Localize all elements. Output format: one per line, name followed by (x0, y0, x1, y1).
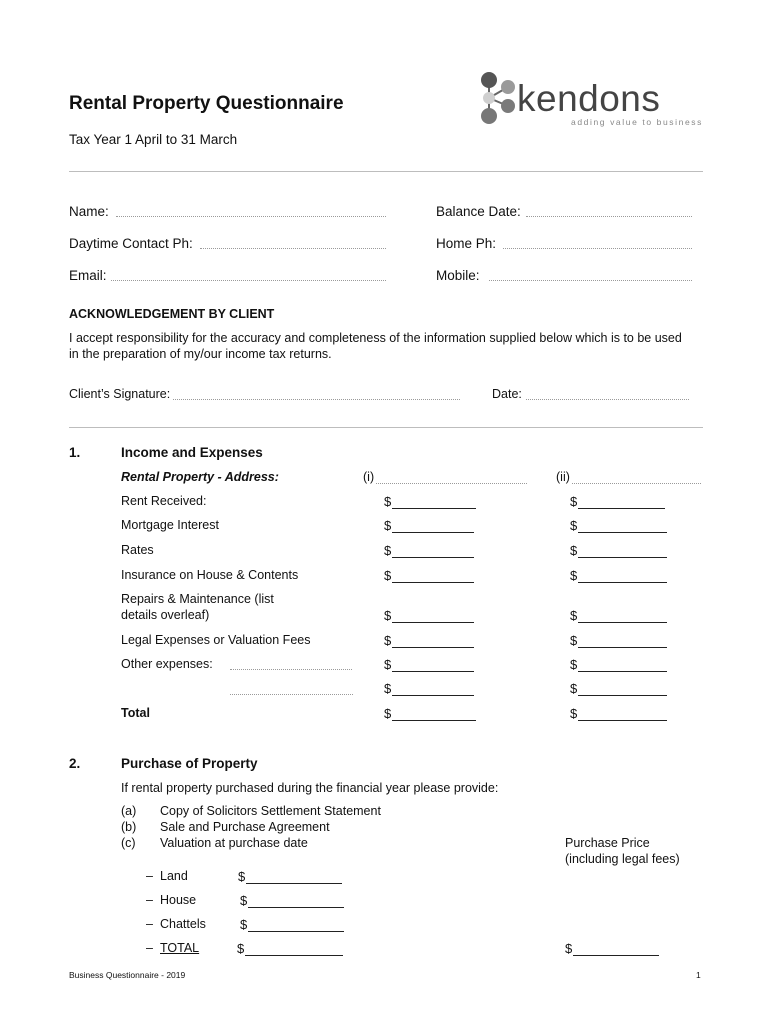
currency-symbol: $ (384, 706, 392, 721)
legal-ii-field[interactable] (578, 647, 667, 648)
currency-symbol: $ (384, 657, 392, 672)
rent-i-field[interactable] (392, 508, 476, 509)
page-title: Rental Property Questionnaire (69, 93, 344, 114)
currency-symbol: $ (565, 941, 573, 956)
currency-symbol: $ (240, 917, 248, 932)
address-i-field[interactable] (376, 483, 527, 484)
chattels-label: Chattels (160, 917, 206, 931)
daytime-ph-field[interactable] (200, 248, 386, 249)
chattels-field[interactable] (248, 931, 344, 932)
section-2-heading: Purchase of Property (121, 756, 258, 771)
insurance-i-field[interactable] (392, 582, 474, 583)
total-ii-field[interactable] (578, 720, 667, 721)
dash: – (146, 941, 153, 955)
acknowledgement-divider (69, 427, 703, 428)
other-1-i-field[interactable] (392, 671, 474, 672)
house-label: House (160, 893, 197, 907)
legal-expenses-label: Legal Expenses or Valuation Fees (121, 633, 311, 647)
home-ph-label: Home Ph: (436, 236, 497, 251)
list-marker: (c) (121, 836, 136, 850)
purchase-total-label: TOTAL (160, 941, 200, 955)
currency-symbol: $ (240, 893, 248, 908)
logo-wordmark: kendons (517, 78, 661, 119)
repairs-i-field[interactable] (392, 622, 474, 623)
rates-ii-field[interactable] (578, 557, 667, 558)
currency-symbol: $ (570, 568, 578, 583)
currency-symbol: $ (384, 543, 392, 558)
rent-received-label: Rent Received: (121, 494, 207, 508)
dash: – (146, 893, 153, 907)
balance-date-label: Balance Date: (436, 204, 521, 219)
address-col-ii-label: (ii) (556, 470, 570, 484)
mobile-label: Mobile: (436, 268, 480, 283)
address-col-i-label: (i) (363, 470, 375, 484)
acknowledgement-text-line2: in the preparation of my/our income tax returns. (69, 347, 332, 361)
list-item-text: Valuation at purchase date (160, 836, 308, 850)
currency-symbol: $ (237, 941, 245, 956)
land-field[interactable] (246, 883, 342, 884)
land-label: Land (160, 869, 188, 883)
currency-symbol: $ (570, 518, 578, 533)
name-field[interactable] (116, 216, 386, 217)
purchase-intro: If rental property purchased during the financial year please provide: (121, 781, 499, 795)
currency-symbol: $ (384, 568, 392, 583)
currency-symbol: $ (570, 681, 578, 696)
address-ii-field[interactable] (572, 483, 701, 484)
list-marker: (b) (121, 820, 137, 834)
mobile-field[interactable] (489, 280, 692, 281)
other-expense-2-description[interactable] (230, 694, 353, 695)
other-1-ii-field[interactable] (578, 671, 667, 672)
currency-symbol: $ (384, 608, 392, 623)
rates-i-field[interactable] (392, 557, 474, 558)
other-2-ii-field[interactable] (578, 695, 667, 696)
tax-year-subtitle: Tax Year 1 April to 31 March (69, 132, 238, 147)
section-2-number: 2. (69, 756, 81, 771)
email-label: Email: (69, 268, 107, 283)
mortgage-i-field[interactable] (392, 532, 474, 533)
mortgage-ii-field[interactable] (578, 532, 667, 533)
repairs-ii-field[interactable] (578, 622, 667, 623)
legal-i-field[interactable] (392, 647, 474, 648)
other-expenses-label: Other expenses: (121, 657, 213, 671)
home-ph-field[interactable] (503, 248, 692, 249)
dash: – (146, 917, 153, 931)
insurance-label: Insurance on House & Contents (121, 568, 299, 582)
total-i-field[interactable] (392, 720, 476, 721)
section-1-heading: Income and Expenses (121, 445, 263, 460)
mortgage-interest-label: Mortgage Interest (121, 518, 219, 532)
other-expense-1-description[interactable] (230, 669, 352, 670)
repairs-label-line2: details overleaf) (121, 608, 210, 622)
list-marker: (a) (121, 804, 137, 818)
page-number: 1 (696, 970, 701, 980)
rental-address-label: Rental Property - Address: (121, 470, 279, 484)
list-item-text: Sale and Purchase Agreement (160, 820, 330, 834)
list-item-text: Copy of Solicitors Settlement Statement (160, 804, 381, 818)
dash: – (146, 869, 153, 883)
daytime-ph-label: Daytime Contact Ph: (69, 236, 193, 251)
house-field[interactable] (248, 907, 344, 908)
currency-symbol: $ (570, 494, 578, 509)
date-field[interactable] (526, 399, 689, 400)
date-label: Date: (492, 387, 522, 401)
signature-label: Client’s Signature: (69, 387, 171, 401)
currency-symbol: $ (238, 869, 246, 884)
signature-field[interactable] (173, 399, 460, 400)
balance-date-field[interactable] (526, 216, 692, 217)
repairs-label-line1: Repairs & Maintenance (list (121, 592, 274, 606)
acknowledgement-text-line1: I accept responsibility for the accuracy and completeness of the information supplied below which is to be used (69, 331, 682, 345)
total-label: Total (121, 706, 150, 720)
currency-symbol: $ (570, 706, 578, 721)
currency-symbol: $ (570, 657, 578, 672)
footer-document-name: Business Questionnaire - 2019 (69, 970, 186, 980)
currency-symbol: $ (570, 608, 578, 623)
email-field[interactable] (111, 280, 386, 281)
currency-symbol: $ (384, 681, 392, 696)
section-1-number: 1. (69, 445, 81, 460)
other-2-i-field[interactable] (392, 695, 474, 696)
purchase-total-field[interactable] (245, 955, 343, 956)
currency-symbol: $ (384, 494, 392, 509)
rent-ii-field[interactable] (578, 508, 665, 509)
purchase-price-label-line1: Purchase Price (565, 836, 650, 850)
acknowledgement-heading: ACKNOWLEDGEMENT BY CLIENT (69, 307, 275, 321)
purchase-price-total-field[interactable] (573, 955, 659, 956)
currency-symbol: $ (570, 543, 578, 558)
currency-symbol: $ (384, 633, 392, 648)
header-divider (69, 171, 703, 172)
currency-symbol: $ (384, 518, 392, 533)
logo-tagline: adding value to business (571, 117, 703, 127)
currency-symbol: $ (570, 633, 578, 648)
rates-label: Rates (121, 543, 154, 557)
purchase-price-label-line2: (including legal fees) (565, 852, 680, 866)
insurance-ii-field[interactable] (578, 582, 667, 583)
name-label: Name: (69, 204, 109, 219)
